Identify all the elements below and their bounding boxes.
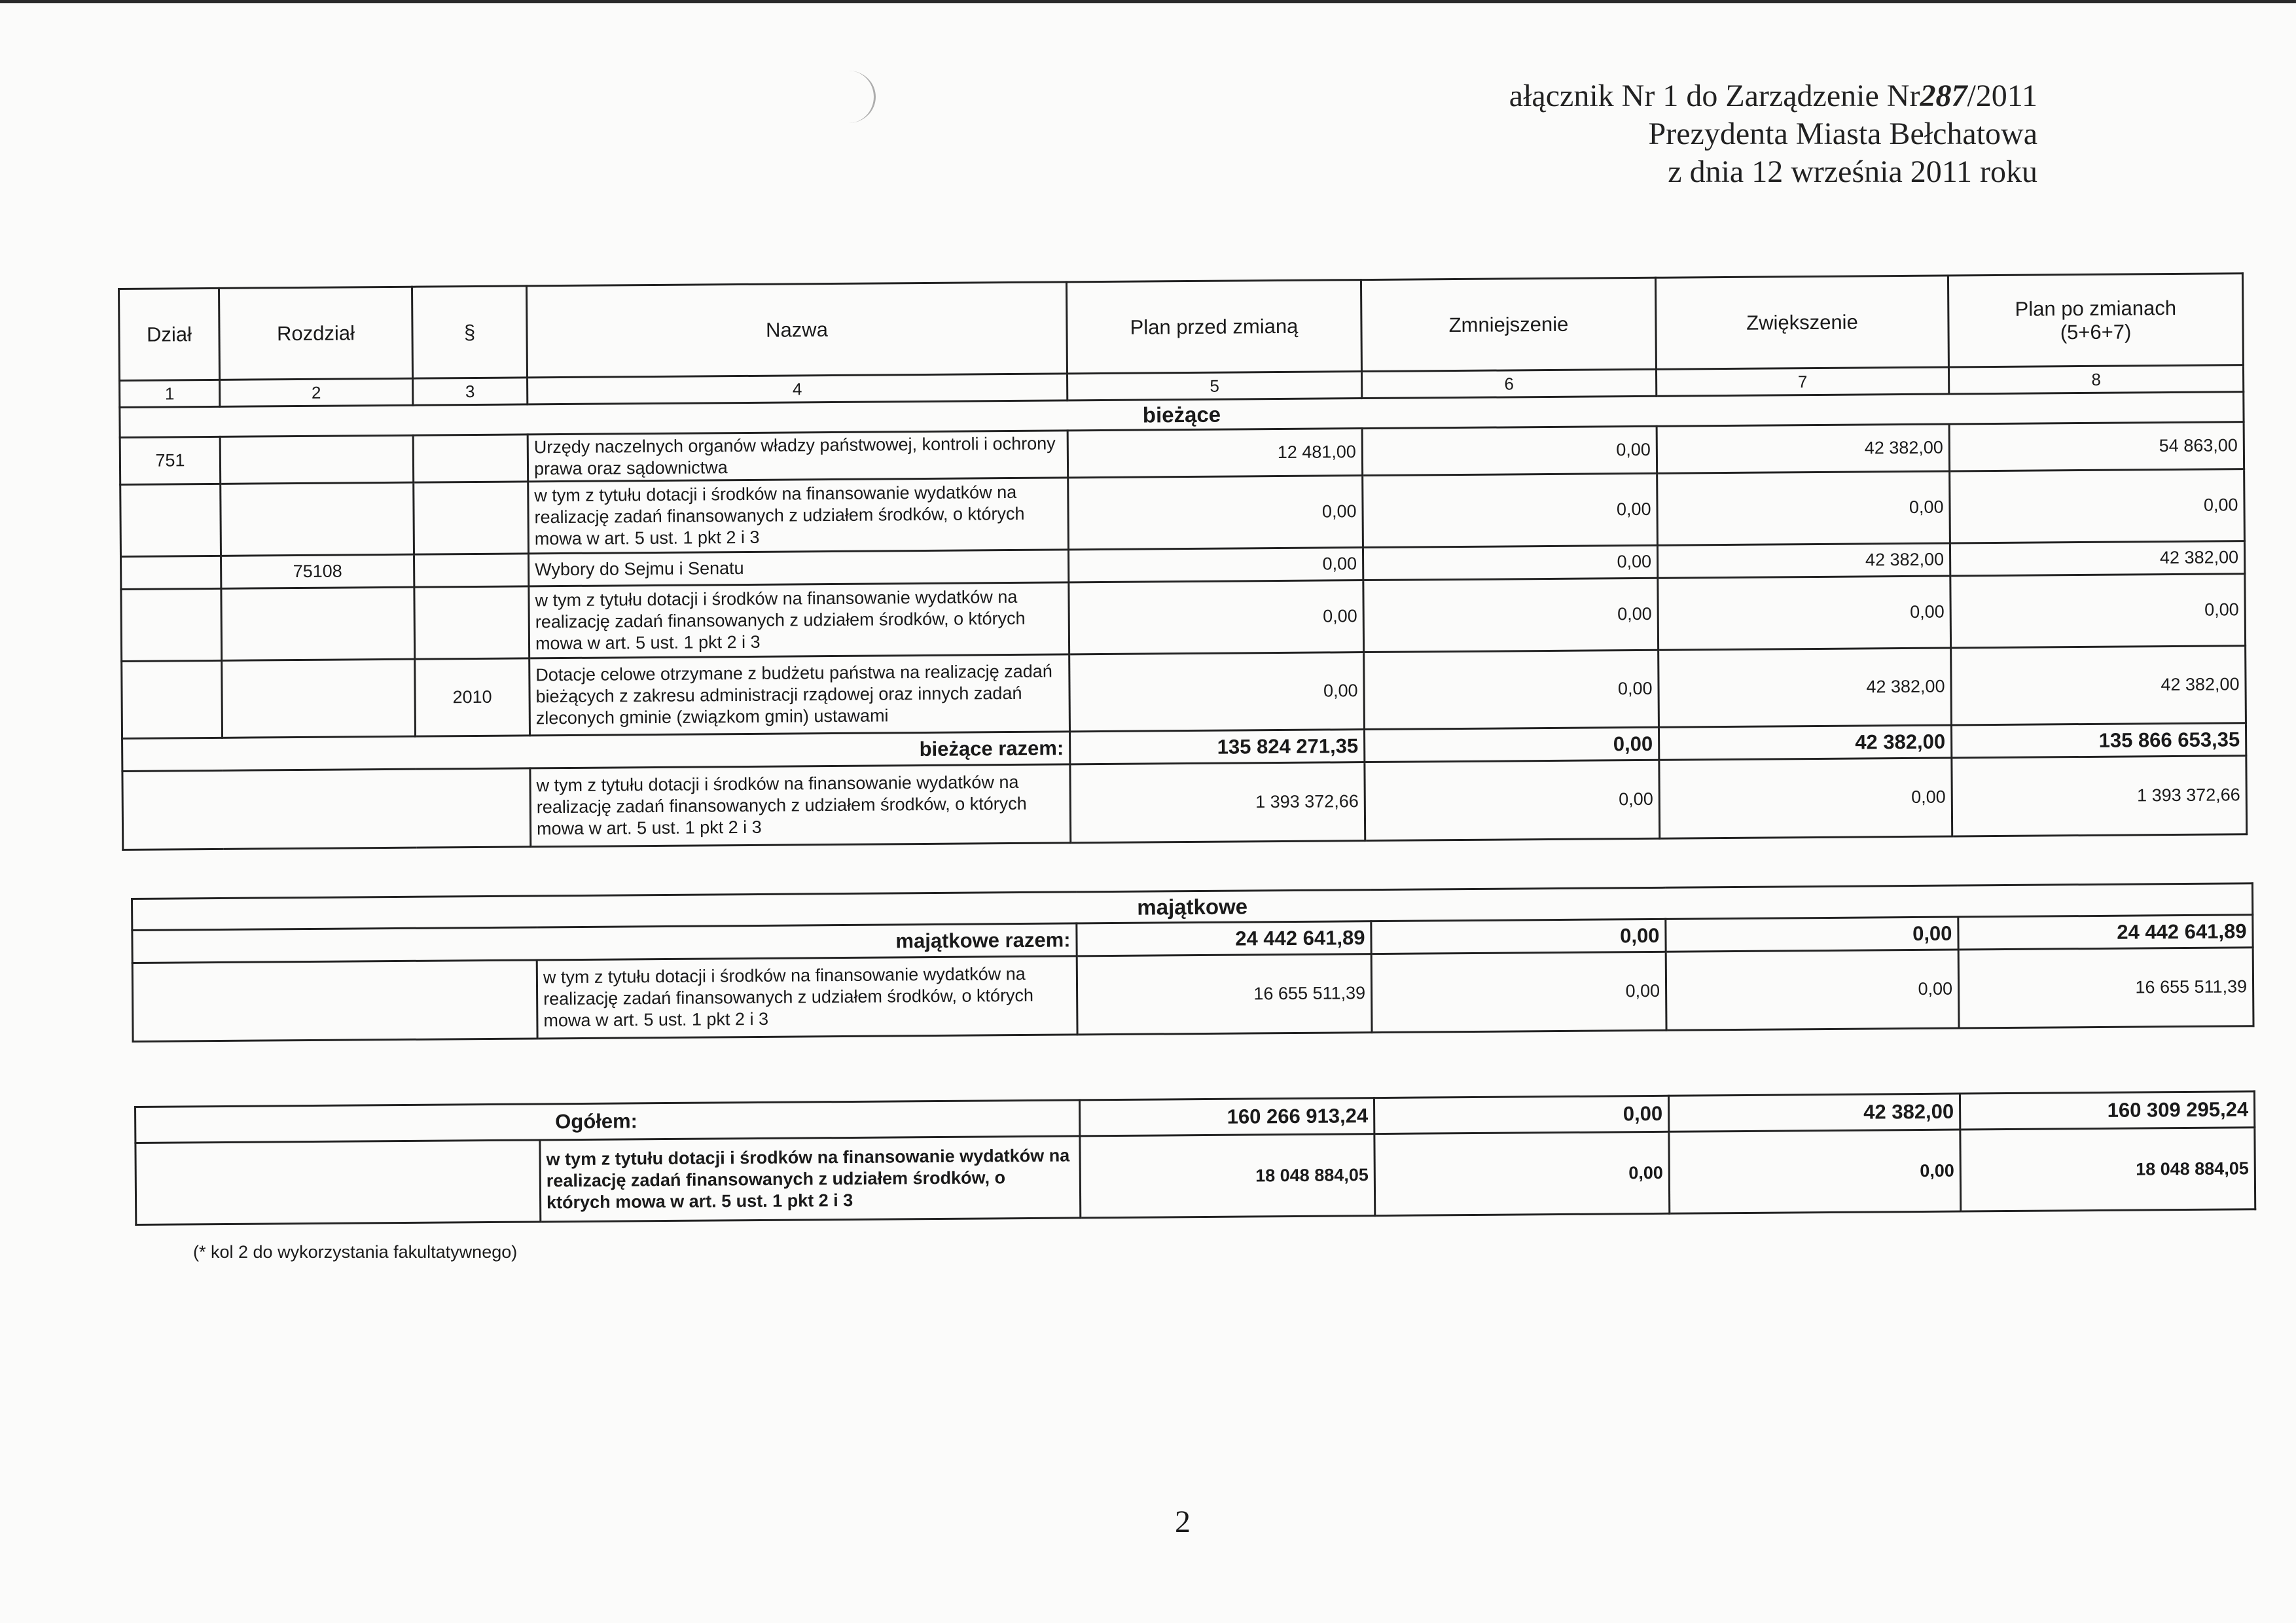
total-zmniejszenie: 0,00 — [1364, 727, 1659, 762]
total-zwiekszenie: 42 382,00 — [1659, 725, 1951, 760]
header-dzial: Dział — [119, 288, 220, 380]
footnote: (* kol 2 do wykorzystania fakultatywnego) — [193, 1242, 518, 1262]
page-top-edge — [0, 0, 2296, 3]
cell-plan: 12 481,00 — [1067, 429, 1363, 478]
budget-table-main — [118, 272, 2248, 851]
empty-cell — [132, 960, 537, 1042]
cell-zmniejszenie: 0,00 — [1362, 426, 1657, 475]
header-row — [119, 274, 2244, 381]
col-number: 1 — [120, 380, 220, 407]
cell-dzial — [122, 660, 223, 738]
cell-rozdzial — [221, 482, 414, 556]
total-plan-po: 24 442 641,89 — [1958, 915, 2253, 950]
cell-zwiekszenie: 0,00 — [1669, 1130, 1961, 1213]
total-label-majatkowe: majątkowe razem: — [132, 923, 1077, 963]
total-plan-po: 160 309 295,24 — [1960, 1092, 2254, 1130]
cell-zmniejszenie: 0,00 — [1371, 952, 1666, 1032]
page-number: 2 — [1175, 1505, 1191, 1539]
cell-zmniejszenie: 0,00 — [1374, 1132, 1670, 1215]
col-number: 7 — [1656, 367, 1948, 396]
header-plan-po: Plan po zmianach (5+6+7) — [1948, 274, 2243, 367]
cell-zwiekszenie: 0,00 — [1666, 950, 1959, 1030]
cell-nazwa: w tym z tytułu dotacji i środków na finansowanie wydatków na realizację zadań finansowanych z udziałem środków, o których mowa w art. 5 ust. 1 pkt 2 i 3 — [540, 1136, 1081, 1222]
cell-nazwa: w tym z tytułu dotacji i środków na finansowanie wydatków na realizację zadań finansowanych z udziałem środków, o których mowa w art. 5 ust. 1 pkt 2 i 3 — [537, 956, 1077, 1039]
total-sub-row-majatkowe — [132, 948, 2253, 1042]
cell-zmniejszenie: 0,00 — [1363, 473, 1658, 547]
header-paragraph: § — [412, 286, 527, 378]
total-zmniejszenie: 0,00 — [1374, 1096, 1668, 1133]
cell-plan: 0,00 — [1069, 652, 1365, 732]
cell-rozdzial: 75108 — [221, 554, 414, 588]
header-rozdzial: Rozdział — [219, 287, 413, 380]
header-zmniejszenie: Zmniejszenie — [1361, 277, 1656, 371]
table-row — [122, 646, 2246, 739]
header-nazwa: Nazwa — [526, 282, 1067, 378]
total-label-ogolem: Ogółem: — [135, 1100, 1080, 1143]
handwritten-number: 287 — [1920, 79, 1967, 113]
cell-nazwa: Wybory do Sejmu i Senatu — [528, 550, 1068, 586]
budget-table-ogolem — [134, 1090, 2256, 1226]
empty-cell — [122, 768, 531, 850]
cell-nazwa: w tym z tytułu dotacji i środków na finansowanie wydatków na realizację zadań finansowanych z udziałem środków, o których mowa w art. 5 ust. 1 pkt 2 i 3 — [529, 582, 1069, 658]
empty-cell — [135, 1140, 541, 1225]
section-title-majatkowe: majątkowe — [132, 883, 2253, 931]
cell-rozdzial — [221, 587, 415, 660]
cell-rozdzial — [222, 659, 416, 738]
header-line-3: z dnia 12 września 2011 roku — [1668, 154, 2037, 189]
cell-nazwa: w tym z tytułu dotacji i środków na finansowanie wydatków na realizację zadań finansowanych z udziałem środków, o których mowa w art. 5 ust. 1 pkt 2 i 3 — [528, 478, 1069, 554]
cell-nazwa: Urzędy naczelnych organów władzy państwowej, kontroli i ochrony prawa oraz sądownictwa — [528, 431, 1068, 482]
cell-zwiekszenie: 42 382,00 — [1657, 543, 1950, 578]
cell-dzial: 751 — [120, 437, 221, 484]
total-zwiekszenie: 42 382,00 — [1668, 1094, 1960, 1132]
cell-dzial — [121, 556, 221, 589]
total-plan: 135 824 271,35 — [1070, 730, 1365, 764]
col-number: 3 — [413, 378, 528, 405]
cell-plan-po: 0,00 — [1950, 469, 2245, 543]
cell-paragraph — [413, 435, 528, 482]
cell-paragraph — [414, 554, 528, 587]
cell-zmniejszenie: 0,00 — [1364, 650, 1659, 729]
cell-paragraph: 2010 — [415, 658, 530, 736]
section-title-biezace: bieżące — [120, 392, 2244, 438]
budget-table-majatkowe — [131, 882, 2255, 1043]
cell-nazwa: w tym z tytułu dotacji i środków na finansowanie wydatków na realizację zadań finansowanych z udziałem środków, o których mowa w art. 5 ust. 1 pkt 2 i 3 — [530, 764, 1071, 847]
cell-plan: 0,00 — [1069, 580, 1364, 654]
header-line-1: ałącznik Nr 1 do Zarządzenie Nr287/2011 — [1509, 79, 2037, 113]
total-zmniejszenie: 0,00 — [1371, 919, 1666, 954]
cell-rozdzial — [220, 435, 414, 484]
col-number: 6 — [1361, 369, 1656, 398]
cell-paragraph — [414, 586, 529, 659]
header-line-2: Prezydenta Miasta Bełchatowa — [1648, 116, 2037, 151]
col-number: 4 — [528, 374, 1067, 404]
cell-zwiekszenie: 0,00 — [1657, 471, 1950, 545]
cell-zwiekszenie: 0,00 — [1658, 576, 1951, 650]
cell-plan: 0,00 — [1068, 548, 1363, 582]
total-plan-po: 135 866 653,35 — [1951, 723, 2246, 758]
cell-plan: 18 048 884,05 — [1080, 1134, 1375, 1218]
cell-nazwa: Dotacje celowe otrzymane z budżetu państwa na realizację zadań bieżących z zakresu administracji rządowej oraz innych zadań zleconych gminie (związkom gmin) ustawami — [529, 654, 1070, 736]
total-sub-row-biezace — [122, 756, 2247, 850]
cell-zmniejszenie: 0,00 — [1363, 545, 1657, 580]
cell-zwiekszenie: 42 382,00 — [1657, 424, 1950, 473]
cell-dzial — [121, 588, 222, 661]
header-zwiekszenie: Zwiększenie — [1655, 276, 1948, 369]
total-sub-row-ogolem — [135, 1128, 2255, 1225]
cell-zmniejszenie: 0,00 — [1363, 578, 1659, 652]
total-plan: 160 266 913,24 — [1079, 1098, 1374, 1136]
cell-plan-po: 54 863,00 — [1949, 422, 2244, 471]
cell-plan-po: 42 382,00 — [1951, 646, 2246, 725]
header-plan-przed: Plan przed zmianą — [1066, 280, 1361, 374]
cell-plan-po: 1 393 372,66 — [1952, 756, 2247, 836]
col-number: 8 — [1948, 365, 2243, 394]
cell-zmniejszenie: 0,00 — [1365, 760, 1660, 840]
cell-plan-po: 18 048 884,05 — [1960, 1128, 2255, 1211]
cell-zwiekszenie: 42 382,00 — [1659, 648, 1952, 727]
total-label-biezace: bieżące razem: — [122, 732, 1070, 772]
cell-dzial — [120, 484, 221, 556]
col-number: 5 — [1067, 372, 1361, 401]
cell-plan-po: 16 655 511,39 — [1958, 948, 2253, 1028]
col-number: 2 — [220, 378, 413, 406]
cell-plan-po: 42 382,00 — [1950, 541, 2244, 576]
cell-plan: 1 393 372,66 — [1070, 762, 1365, 843]
total-zwiekszenie: 0,00 — [1666, 917, 1958, 952]
punch-hole-mark — [821, 71, 876, 123]
cell-plan-po: 0,00 — [1950, 574, 2246, 648]
total-plan: 24 442 641,89 — [1077, 921, 1371, 956]
cell-zwiekszenie: 0,00 — [1659, 758, 1952, 838]
cell-paragraph — [414, 482, 529, 554]
document-header — [1509, 77, 2037, 191]
cell-plan: 16 655 511,39 — [1077, 954, 1372, 1035]
cell-plan: 0,00 — [1068, 476, 1363, 550]
